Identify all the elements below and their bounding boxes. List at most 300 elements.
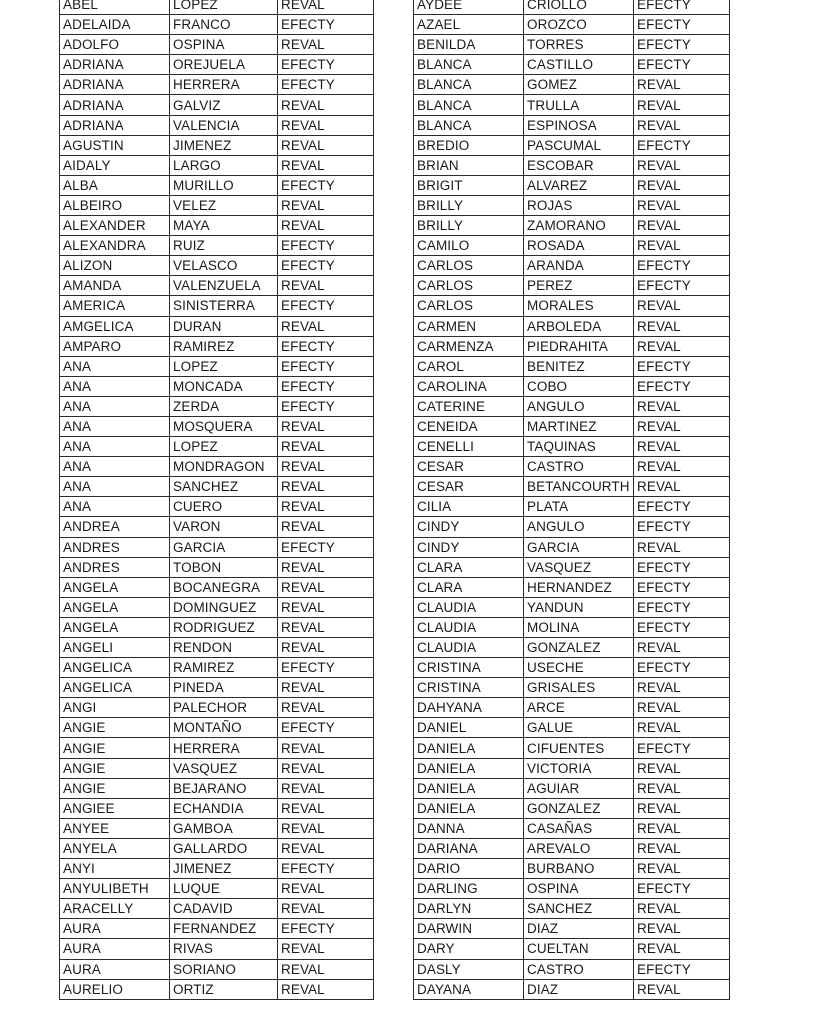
last-name-cell: ARANDA bbox=[524, 256, 634, 276]
first-name-cell: AMPARO bbox=[60, 336, 170, 356]
first-name-cell: CESAR bbox=[414, 477, 524, 497]
last-name-cell: CIFUENTES bbox=[524, 738, 634, 758]
payment-method-cell: EFECTY bbox=[634, 617, 730, 637]
payment-method-cell: REVAL bbox=[634, 899, 730, 919]
table-row bbox=[60, 798, 374, 818]
table-row bbox=[414, 758, 730, 778]
payment-method-cell: EFECTY bbox=[634, 959, 730, 979]
payment-method-cell: EFECTY bbox=[634, 256, 730, 276]
payment-method-cell: REVAL bbox=[278, 939, 374, 959]
first-name-cell: ANYI bbox=[60, 859, 170, 879]
first-name-cell: ANGIEE bbox=[60, 798, 170, 818]
payment-method-cell: REVAL bbox=[634, 457, 730, 477]
last-name-cell: OREJUELA bbox=[170, 55, 278, 75]
payment-method-cell: REVAL bbox=[278, 638, 374, 658]
payment-method-cell: REVAL bbox=[634, 236, 730, 256]
last-name-cell: USECHE bbox=[524, 658, 634, 678]
first-name-cell: AYDEE bbox=[414, 0, 524, 15]
table-row bbox=[60, 577, 374, 597]
table-row bbox=[60, 758, 374, 778]
payment-method-cell: REVAL bbox=[278, 818, 374, 838]
table-row bbox=[414, 376, 730, 396]
first-name-cell: ANA bbox=[60, 356, 170, 376]
first-name-cell: DARY bbox=[414, 939, 524, 959]
last-name-cell: OSPINA bbox=[170, 35, 278, 55]
last-name-cell: BETANCOURTH bbox=[524, 477, 634, 497]
table-row bbox=[60, 95, 374, 115]
last-name-cell: GALLARDO bbox=[170, 838, 278, 858]
table-row bbox=[414, 396, 730, 416]
table-row bbox=[414, 959, 730, 979]
first-name-cell: ADELAIDA bbox=[60, 15, 170, 35]
payment-method-cell: REVAL bbox=[278, 115, 374, 135]
last-name-cell: CASAÑAS bbox=[524, 818, 634, 838]
first-name-cell: CRISTINA bbox=[414, 678, 524, 698]
last-name-cell: RENDON bbox=[170, 638, 278, 658]
last-name-cell: JIMENEZ bbox=[170, 135, 278, 155]
table-row bbox=[414, 216, 730, 236]
last-name-cell: RAMIREZ bbox=[170, 658, 278, 678]
first-name-cell: AURA bbox=[60, 919, 170, 939]
last-name-cell: TRULLA bbox=[524, 95, 634, 115]
first-name-cell: ADRIANA bbox=[60, 95, 170, 115]
first-name-cell: ANGIE bbox=[60, 738, 170, 758]
table-row bbox=[60, 35, 374, 55]
last-name-cell: ECHANDIA bbox=[170, 798, 278, 818]
payment-method-cell: EFECTY bbox=[278, 396, 374, 416]
table-row bbox=[60, 617, 374, 637]
last-name-cell: VARON bbox=[170, 517, 278, 537]
last-name-cell: VASQUEZ bbox=[170, 758, 278, 778]
first-name-cell: CATERINE bbox=[414, 396, 524, 416]
table-row bbox=[60, 175, 374, 195]
last-name-cell: HERRERA bbox=[170, 75, 278, 95]
last-name-cell: ZAMORANO bbox=[524, 216, 634, 236]
last-name-cell: LUQUE bbox=[170, 879, 278, 899]
payment-method-cell: REVAL bbox=[634, 758, 730, 778]
first-name-cell: ANDREA bbox=[60, 517, 170, 537]
payment-method-cell: EFECTY bbox=[634, 276, 730, 296]
payment-method-cell: REVAL bbox=[278, 758, 374, 778]
table-row bbox=[60, 316, 374, 336]
first-name-cell: DANIELA bbox=[414, 738, 524, 758]
payment-method-cell: REVAL bbox=[278, 216, 374, 236]
last-name-cell: ANGULO bbox=[524, 396, 634, 416]
first-name-cell: BREDIO bbox=[414, 135, 524, 155]
last-name-cell: GARCIA bbox=[170, 537, 278, 557]
table-row bbox=[414, 155, 730, 175]
payment-method-cell: EFECTY bbox=[634, 497, 730, 517]
table-row bbox=[414, 838, 730, 858]
first-name-cell: ANGELI bbox=[60, 638, 170, 658]
table-row bbox=[414, 0, 730, 15]
last-name-cell: CASTRO bbox=[524, 457, 634, 477]
payment-method-cell: REVAL bbox=[634, 416, 730, 436]
payment-method-cell: REVAL bbox=[278, 517, 374, 537]
table-row bbox=[60, 718, 374, 738]
last-name-cell: PASCUMAL bbox=[524, 135, 634, 155]
table-row bbox=[414, 979, 730, 999]
table-row bbox=[60, 778, 374, 798]
first-name-cell: ARACELLY bbox=[60, 899, 170, 919]
payment-method-cell: REVAL bbox=[278, 879, 374, 899]
payment-method-cell: EFECTY bbox=[634, 517, 730, 537]
last-name-cell: ROSADA bbox=[524, 236, 634, 256]
first-name-cell: BRILLY bbox=[414, 216, 524, 236]
first-name-cell: DAHYANA bbox=[414, 698, 524, 718]
table-row bbox=[60, 135, 374, 155]
table-row bbox=[60, 296, 374, 316]
payment-method-cell: REVAL bbox=[634, 477, 730, 497]
payment-method-cell: EFECTY bbox=[634, 376, 730, 396]
last-name-cell: BOCANEGRA bbox=[170, 577, 278, 597]
last-name-cell: MONDRAGON bbox=[170, 457, 278, 477]
last-name-cell: ORTIZ bbox=[170, 979, 278, 999]
last-name-cell: ZERDA bbox=[170, 396, 278, 416]
last-name-cell: MORALES bbox=[524, 296, 634, 316]
payment-method-cell: REVAL bbox=[278, 477, 374, 497]
payment-method-cell: REVAL bbox=[634, 778, 730, 798]
first-name-cell: AMERICA bbox=[60, 296, 170, 316]
left-roster-table bbox=[59, 0, 374, 1000]
payment-method-cell: EFECTY bbox=[634, 738, 730, 758]
table-row bbox=[60, 979, 374, 999]
last-name-cell: PLATA bbox=[524, 497, 634, 517]
table-row bbox=[414, 919, 730, 939]
first-name-cell: CESAR bbox=[414, 457, 524, 477]
last-name-cell: VALENZUELA bbox=[170, 276, 278, 296]
first-name-cell: ADRIANA bbox=[60, 55, 170, 75]
first-name-cell: ALEXANDRA bbox=[60, 236, 170, 256]
table-row bbox=[414, 416, 730, 436]
table-row bbox=[60, 115, 374, 135]
first-name-cell: BLANCA bbox=[414, 115, 524, 135]
table-row bbox=[60, 376, 374, 396]
payment-method-cell: REVAL bbox=[278, 577, 374, 597]
last-name-cell: BEJARANO bbox=[170, 778, 278, 798]
first-name-cell: ALBEIRO bbox=[60, 195, 170, 215]
first-name-cell: BENILDA bbox=[414, 35, 524, 55]
table-row bbox=[414, 517, 730, 537]
payment-method-cell: REVAL bbox=[278, 497, 374, 517]
payment-method-cell: EFECTY bbox=[634, 55, 730, 75]
payment-method-cell: REVAL bbox=[634, 979, 730, 999]
table-row bbox=[60, 557, 374, 577]
payment-method-cell: REVAL bbox=[278, 0, 374, 15]
table-row bbox=[414, 316, 730, 336]
payment-method-cell: EFECTY bbox=[278, 296, 374, 316]
payment-method-cell: REVAL bbox=[278, 557, 374, 577]
table-row bbox=[60, 477, 374, 497]
payment-method-cell: EFECTY bbox=[278, 919, 374, 939]
payment-method-cell: REVAL bbox=[278, 597, 374, 617]
first-name-cell: DANIELA bbox=[414, 778, 524, 798]
table-row bbox=[60, 959, 374, 979]
first-name-cell: CARLOS bbox=[414, 276, 524, 296]
payment-method-cell: REVAL bbox=[634, 75, 730, 95]
payment-method-cell: REVAL bbox=[278, 316, 374, 336]
payment-method-cell: REVAL bbox=[634, 216, 730, 236]
first-name-cell: ADRIANA bbox=[60, 115, 170, 135]
first-name-cell: AURA bbox=[60, 939, 170, 959]
first-name-cell: ALIZON bbox=[60, 256, 170, 276]
first-name-cell: ANGIE bbox=[60, 758, 170, 778]
payment-method-cell: REVAL bbox=[634, 838, 730, 858]
last-name-cell: CASTRO bbox=[524, 959, 634, 979]
payment-method-cell: EFECTY bbox=[278, 658, 374, 678]
payment-method-cell: REVAL bbox=[278, 416, 374, 436]
table-row bbox=[414, 115, 730, 135]
first-name-cell: AURELIO bbox=[60, 979, 170, 999]
payment-method-cell: REVAL bbox=[634, 859, 730, 879]
payment-method-cell: EFECTY bbox=[634, 879, 730, 899]
last-name-cell: HERRERA bbox=[170, 738, 278, 758]
payment-method-cell: REVAL bbox=[634, 296, 730, 316]
first-name-cell: ANGIE bbox=[60, 718, 170, 738]
payment-method-cell: REVAL bbox=[278, 155, 374, 175]
payment-method-cell: EFECTY bbox=[278, 537, 374, 557]
first-name-cell: BRILLY bbox=[414, 195, 524, 215]
last-name-cell: CUERO bbox=[170, 497, 278, 517]
first-name-cell: CLAUDIA bbox=[414, 617, 524, 637]
last-name-cell: RIVAS bbox=[170, 939, 278, 959]
last-name-cell: GALVIZ bbox=[170, 95, 278, 115]
last-name-cell: GAMBOA bbox=[170, 818, 278, 838]
table-row bbox=[60, 879, 374, 899]
last-name-cell: VELEZ bbox=[170, 195, 278, 215]
last-name-cell: MONTAÑO bbox=[170, 718, 278, 738]
first-name-cell: CENELLI bbox=[414, 437, 524, 457]
table-row bbox=[60, 517, 374, 537]
payment-method-cell: REVAL bbox=[634, 537, 730, 557]
last-name-cell: PEREZ bbox=[524, 276, 634, 296]
first-name-cell: DANIELA bbox=[414, 758, 524, 778]
table-row bbox=[60, 356, 374, 376]
first-name-cell: ANYULIBETH bbox=[60, 879, 170, 899]
last-name-cell: GOMEZ bbox=[524, 75, 634, 95]
last-name-cell: GONZALEZ bbox=[524, 638, 634, 658]
payment-method-cell: REVAL bbox=[634, 698, 730, 718]
payment-method-cell: REVAL bbox=[278, 35, 374, 55]
payment-method-cell: REVAL bbox=[278, 617, 374, 637]
table-row bbox=[414, 437, 730, 457]
first-name-cell: DANIELA bbox=[414, 798, 524, 818]
last-name-cell: GONZALEZ bbox=[524, 798, 634, 818]
last-name-cell: AREVALO bbox=[524, 838, 634, 858]
table-row bbox=[414, 75, 730, 95]
first-name-cell: CARLOS bbox=[414, 296, 524, 316]
payment-method-cell: REVAL bbox=[278, 899, 374, 919]
last-name-cell: ESPINOSA bbox=[524, 115, 634, 135]
last-name-cell: LOPEZ bbox=[170, 437, 278, 457]
payment-method-cell: REVAL bbox=[278, 276, 374, 296]
right-roster-table bbox=[413, 0, 730, 1000]
table-row bbox=[414, 276, 730, 296]
last-name-cell: CUELTAN bbox=[524, 939, 634, 959]
last-name-cell: ARCE bbox=[524, 698, 634, 718]
payment-method-cell: REVAL bbox=[278, 135, 374, 155]
first-name-cell: AGUSTIN bbox=[60, 135, 170, 155]
first-name-cell: CARMEN bbox=[414, 316, 524, 336]
table-row bbox=[60, 859, 374, 879]
table-row bbox=[60, 195, 374, 215]
first-name-cell: BRIAN bbox=[414, 155, 524, 175]
last-name-cell: COBO bbox=[524, 376, 634, 396]
first-name-cell: ALEXANDER bbox=[60, 216, 170, 236]
payment-method-cell: EFECTY bbox=[634, 597, 730, 617]
first-name-cell: ANA bbox=[60, 457, 170, 477]
payment-method-cell: EFECTY bbox=[634, 577, 730, 597]
first-name-cell: CLAUDIA bbox=[414, 597, 524, 617]
first-name-cell: ANA bbox=[60, 376, 170, 396]
first-name-cell: ANGI bbox=[60, 698, 170, 718]
first-name-cell: ANA bbox=[60, 416, 170, 436]
payment-method-cell: EFECTY bbox=[278, 75, 374, 95]
payment-method-cell: REVAL bbox=[634, 175, 730, 195]
payment-method-cell: REVAL bbox=[634, 939, 730, 959]
payment-method-cell: EFECTY bbox=[278, 55, 374, 75]
first-name-cell: DANNA bbox=[414, 818, 524, 838]
table-row bbox=[414, 477, 730, 497]
table-row bbox=[60, 537, 374, 557]
payment-method-cell: REVAL bbox=[634, 396, 730, 416]
table-row bbox=[60, 336, 374, 356]
last-name-cell: TORRES bbox=[524, 35, 634, 55]
last-name-cell: AGUIAR bbox=[524, 778, 634, 798]
last-name-cell: TAQUINAS bbox=[524, 437, 634, 457]
payment-method-cell: REVAL bbox=[634, 818, 730, 838]
last-name-cell: JIMENEZ bbox=[170, 859, 278, 879]
last-name-cell: HERNANDEZ bbox=[524, 577, 634, 597]
first-name-cell: ALBA bbox=[60, 175, 170, 195]
last-name-cell: ESCOBAR bbox=[524, 155, 634, 175]
first-name-cell: ADRIANA bbox=[60, 75, 170, 95]
payment-method-cell: REVAL bbox=[278, 798, 374, 818]
table-row bbox=[414, 537, 730, 557]
table-row bbox=[60, 55, 374, 75]
last-name-cell: DURAN bbox=[170, 316, 278, 336]
first-name-cell: CARLOS bbox=[414, 256, 524, 276]
first-name-cell: ANGELICA bbox=[60, 678, 170, 698]
first-name-cell: DAYANA bbox=[414, 979, 524, 999]
last-name-cell: OSPINA bbox=[524, 879, 634, 899]
first-name-cell: AMGELICA bbox=[60, 316, 170, 336]
first-name-cell: CLARA bbox=[414, 557, 524, 577]
table-row bbox=[414, 497, 730, 517]
payment-method-cell: REVAL bbox=[634, 95, 730, 115]
payment-method-cell: REVAL bbox=[634, 678, 730, 698]
last-name-cell: MAYA bbox=[170, 216, 278, 236]
first-name-cell: ANDRES bbox=[60, 557, 170, 577]
first-name-cell: CARMENZA bbox=[414, 336, 524, 356]
last-name-cell: DIAZ bbox=[524, 979, 634, 999]
table-row bbox=[60, 939, 374, 959]
last-name-cell: VALENCIA bbox=[170, 115, 278, 135]
first-name-cell: CINDY bbox=[414, 517, 524, 537]
table-row bbox=[414, 738, 730, 758]
last-name-cell: FRANCO bbox=[170, 15, 278, 35]
last-name-cell: SORIANO bbox=[170, 959, 278, 979]
last-name-cell: MURILLO bbox=[170, 175, 278, 195]
last-name-cell: CADAVID bbox=[170, 899, 278, 919]
last-name-cell: FERNANDEZ bbox=[170, 919, 278, 939]
table-row bbox=[60, 437, 374, 457]
last-name-cell: CASTILLO bbox=[524, 55, 634, 75]
table-row bbox=[414, 135, 730, 155]
table-row bbox=[414, 818, 730, 838]
table-row bbox=[60, 236, 374, 256]
table-row bbox=[60, 276, 374, 296]
last-name-cell: RAMIREZ bbox=[170, 336, 278, 356]
first-name-cell: ANYEE bbox=[60, 818, 170, 838]
last-name-cell: PINEDA bbox=[170, 678, 278, 698]
payment-method-cell: EFECTY bbox=[278, 336, 374, 356]
first-name-cell: AMANDA bbox=[60, 276, 170, 296]
last-name-cell: LOPEZ bbox=[170, 0, 278, 15]
table-row bbox=[414, 236, 730, 256]
payment-method-cell: EFECTY bbox=[278, 236, 374, 256]
payment-method-cell: EFECTY bbox=[278, 859, 374, 879]
first-name-cell: ANGELA bbox=[60, 577, 170, 597]
last-name-cell: VELASCO bbox=[170, 256, 278, 276]
payment-method-cell: REVAL bbox=[634, 316, 730, 336]
first-name-cell: ANA bbox=[60, 497, 170, 517]
last-name-cell: GALUE bbox=[524, 718, 634, 738]
first-name-cell: ANDRES bbox=[60, 537, 170, 557]
last-name-cell: SINISTERRA bbox=[170, 296, 278, 316]
last-name-cell: ALVAREZ bbox=[524, 175, 634, 195]
table-row bbox=[60, 899, 374, 919]
table-row bbox=[414, 195, 730, 215]
table-row bbox=[60, 75, 374, 95]
table-row bbox=[414, 175, 730, 195]
table-row bbox=[60, 155, 374, 175]
table-row bbox=[414, 798, 730, 818]
last-name-cell: LARGO bbox=[170, 155, 278, 175]
last-name-cell: MONCADA bbox=[170, 376, 278, 396]
payment-method-cell: REVAL bbox=[278, 698, 374, 718]
table-row bbox=[414, 899, 730, 919]
table-row bbox=[60, 738, 374, 758]
payment-method-cell: EFECTY bbox=[278, 256, 374, 276]
first-name-cell: DASLY bbox=[414, 959, 524, 979]
last-name-cell: ANGULO bbox=[524, 517, 634, 537]
table-row bbox=[414, 55, 730, 75]
table-row bbox=[60, 15, 374, 35]
payment-method-cell: REVAL bbox=[634, 336, 730, 356]
first-name-cell: BLANCA bbox=[414, 95, 524, 115]
payment-method-cell: EFECTY bbox=[634, 658, 730, 678]
first-name-cell: ANGELICA bbox=[60, 658, 170, 678]
table-row bbox=[414, 678, 730, 698]
last-name-cell: BURBANO bbox=[524, 859, 634, 879]
table-row bbox=[60, 698, 374, 718]
last-name-cell: SANCHEZ bbox=[524, 899, 634, 919]
first-name-cell: BLANCA bbox=[414, 75, 524, 95]
table-row bbox=[414, 879, 730, 899]
last-name-cell: PALECHOR bbox=[170, 698, 278, 718]
first-name-cell: CENEIDA bbox=[414, 416, 524, 436]
first-name-cell: CAROLINA bbox=[414, 376, 524, 396]
payment-method-cell: REVAL bbox=[278, 678, 374, 698]
payment-method-cell: EFECTY bbox=[634, 135, 730, 155]
payment-method-cell: REVAL bbox=[278, 959, 374, 979]
payment-method-cell: REVAL bbox=[634, 437, 730, 457]
first-name-cell: ANA bbox=[60, 477, 170, 497]
table-row bbox=[414, 778, 730, 798]
payment-method-cell: EFECTY bbox=[278, 376, 374, 396]
payment-method-cell: EFECTY bbox=[278, 356, 374, 376]
